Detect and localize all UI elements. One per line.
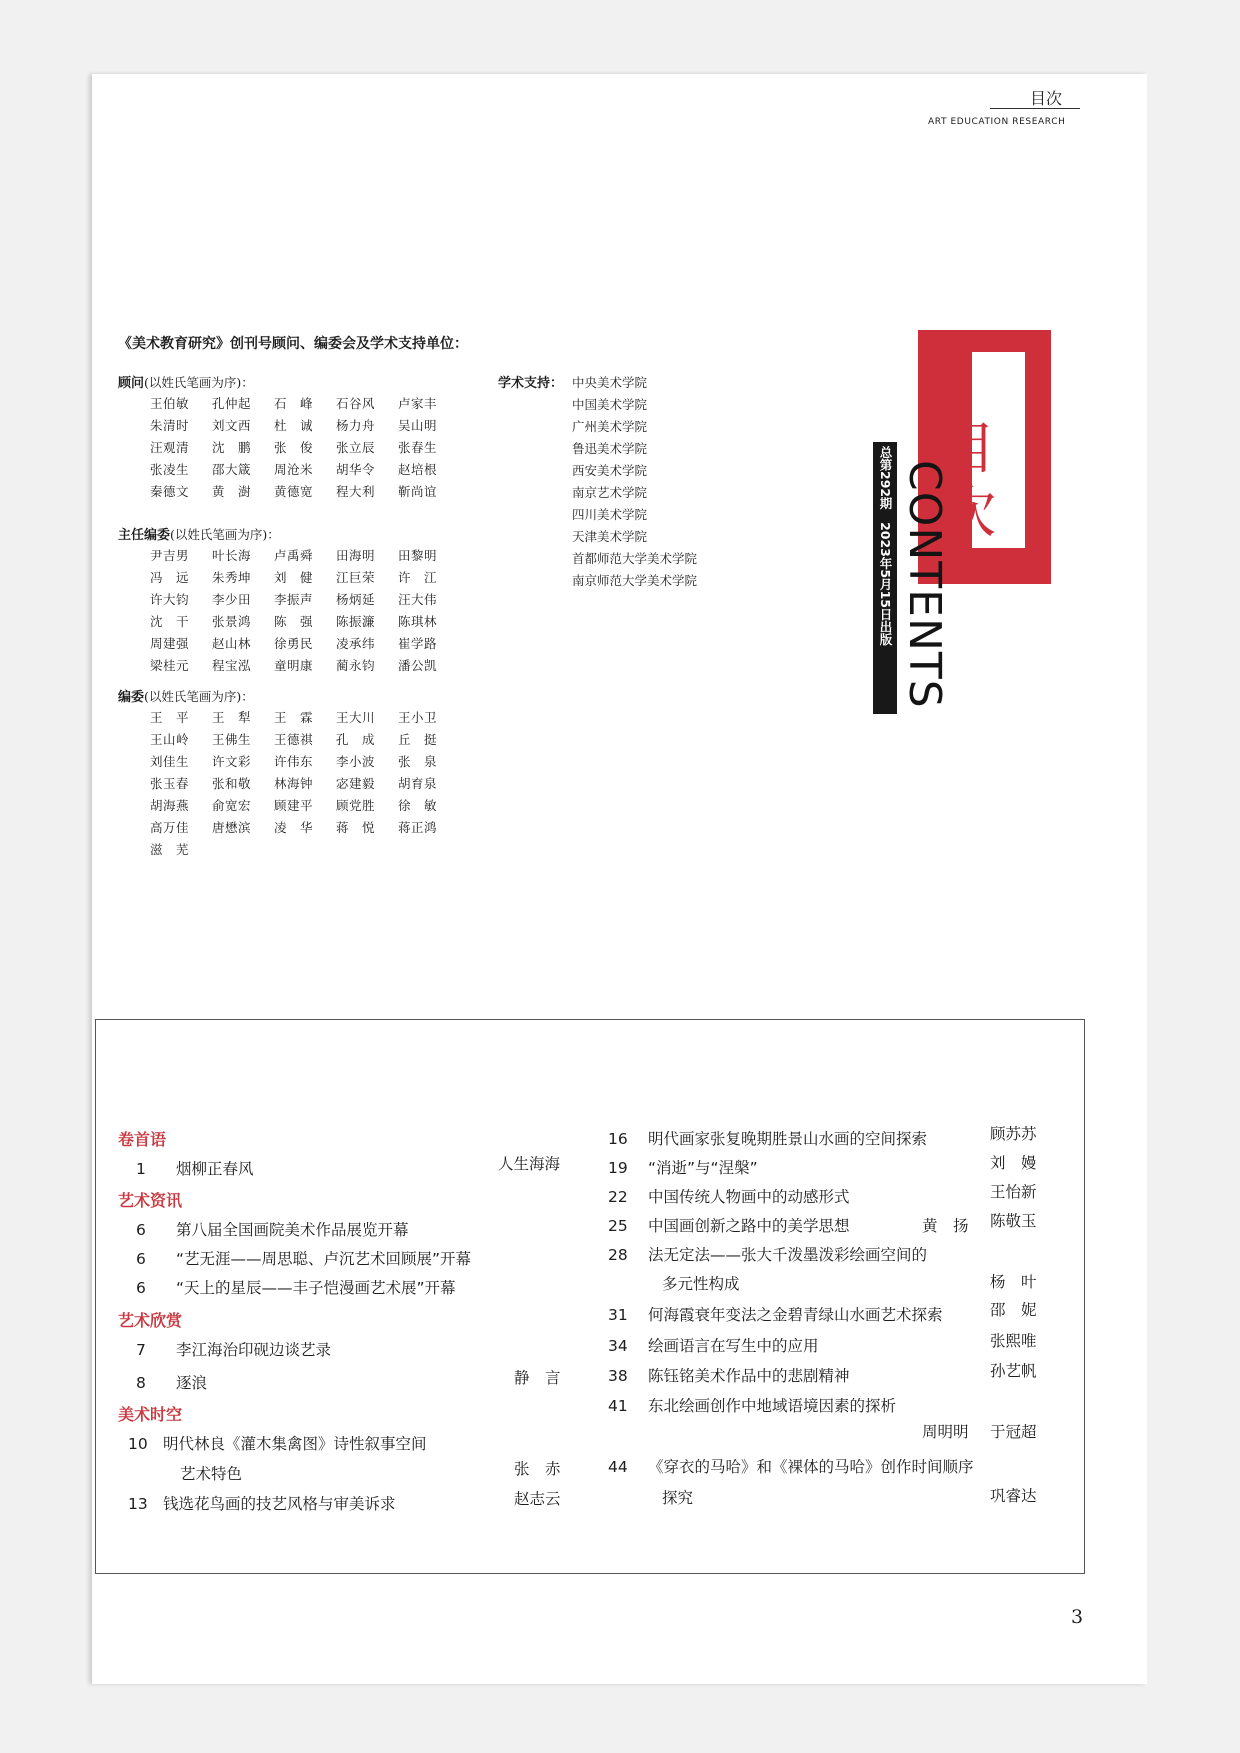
member-name: 张 俊 <box>274 440 314 455</box>
member-name: 田海明 <box>336 548 376 563</box>
member-name: 王 犁 <box>212 710 252 725</box>
toc-author: 陈敬玉 <box>990 1212 1037 1230</box>
toc-author: 于冠超 <box>990 1423 1037 1441</box>
member-name: 秦德文 <box>150 484 190 499</box>
member-name: 田黎明 <box>398 548 438 563</box>
toc-entry[interactable]: 22 中国传统人物画中的动感形式 <box>608 1188 850 1206</box>
member-name: 高万佳 <box>150 820 190 835</box>
support-institution: 西安美术学院 <box>572 463 648 478</box>
member-name: 刘佳生 <box>150 754 190 769</box>
member-name: 石谷风 <box>336 396 376 411</box>
toc-author: 顾苏苏 <box>990 1125 1037 1143</box>
toc-entry[interactable]: 19 “消逝”与“涅槃” <box>608 1159 758 1177</box>
member-name: 顾建平 <box>274 798 314 813</box>
section-juanshouyu: 卷首语 <box>118 1130 167 1149</box>
member-name: 周建强 <box>150 636 190 651</box>
member-name: 赵培根 <box>398 462 438 477</box>
support-institution: 鲁迅美术学院 <box>572 441 648 456</box>
toc-author: 刘 嫚 <box>990 1154 1037 1172</box>
member-name: 张玉春 <box>150 776 190 791</box>
member-name: 尹吉男 <box>150 548 190 563</box>
member-name: 梁桂元 <box>150 658 190 673</box>
section-yishuzixun: 艺术资讯 <box>118 1191 183 1210</box>
member-name: 唐懋滨 <box>212 820 252 835</box>
member-name: 俞宽宏 <box>212 798 252 813</box>
support-institution: 中国美术学院 <box>572 397 648 412</box>
toc-entry[interactable]: 28 法无定法——张大千泼墨泼彩绘画空间的 <box>608 1246 928 1264</box>
member-name: 王伯敏 <box>150 396 190 411</box>
toc-author: 张 赤 <box>514 1460 561 1478</box>
member-name: 汪观清 <box>150 440 190 455</box>
member-name: 胡海燕 <box>150 798 190 813</box>
member-name: 张凌生 <box>150 462 190 477</box>
member-name: 王 霖 <box>274 710 314 725</box>
chief-editors-list <box>150 546 460 675</box>
member-name: 徐勇民 <box>274 636 314 651</box>
toc-author: 杨 叶 <box>990 1273 1037 1291</box>
member-name: 杜 诚 <box>274 418 314 433</box>
member-name: 张和敬 <box>212 776 252 791</box>
member-name: 许大钧 <box>150 592 190 607</box>
toc-entry[interactable]: 8 逐浪 <box>136 1374 208 1392</box>
page-number: 3 <box>1071 1606 1084 1628</box>
contents-title-cn: 目次 <box>940 417 996 546</box>
member-name: 孔 成 <box>336 732 376 747</box>
member-name: 邵大箴 <box>212 462 252 477</box>
contents-title-en: CONTENTS <box>899 460 950 709</box>
support-institution: 南京艺术学院 <box>572 485 648 500</box>
toc-entry[interactable]: 1 烟柳正春风 <box>136 1160 254 1178</box>
member-name: 顾党胜 <box>336 798 376 813</box>
member-name: 崔学路 <box>398 636 438 651</box>
toc-author: 人生海海 <box>498 1155 561 1173</box>
member-name: 张春生 <box>398 440 438 455</box>
member-name: 杨炳延 <box>336 592 376 607</box>
advisors-list <box>150 394 460 501</box>
member-name: 冯 远 <box>150 570 190 585</box>
member-name: 宓建毅 <box>336 776 376 791</box>
member-name: 沈 干 <box>150 614 190 629</box>
toc-author: 巩睿达 <box>990 1487 1037 1505</box>
toc-entry-cont[interactable]: 探究 <box>662 1489 694 1507</box>
member-name: 王山岭 <box>150 732 190 747</box>
editorial-title: 《美术教育研究》创刊号顾问、编委会及学术支持单位： <box>118 336 468 352</box>
academic-support-list <box>572 372 697 592</box>
support-institution: 四川美术学院 <box>572 507 648 522</box>
toc-entry[interactable]: 7 李江海治印砚边谈艺录 <box>136 1341 332 1359</box>
editors-list <box>150 708 460 859</box>
toc-entry[interactable]: 6 “艺无涯——周思聪、卢沉艺术回顾展”开幕 <box>136 1250 472 1268</box>
toc-author: 王怡新 <box>990 1183 1037 1201</box>
member-name: 王 平 <box>150 710 190 725</box>
member-name: 凌承纬 <box>336 636 376 651</box>
toc-entry[interactable]: 6 第八届全国画院美术作品展览开幕 <box>136 1221 409 1239</box>
chief-editors-heading: 主任编委(以姓氏笔画为序)： <box>118 527 280 543</box>
support-institution: 首都师范大学美术学院 <box>572 551 698 566</box>
support-institution: 南京师范大学美术学院 <box>572 573 698 588</box>
member-name: 汪大伟 <box>398 592 438 607</box>
member-name: 朱清时 <box>150 418 190 433</box>
member-name: 丘 挺 <box>398 732 438 747</box>
member-name: 刘 健 <box>274 570 314 585</box>
member-name: 江巨荣 <box>336 570 376 585</box>
toc-entry[interactable]: 6 “天上的星辰——丰子恺漫画艺术展”开幕 <box>136 1279 456 1297</box>
member-name: 陈琪林 <box>398 614 438 629</box>
member-name: 蒋正鸿 <box>398 820 438 835</box>
toc-coauthor: 周明明 <box>922 1423 969 1441</box>
header-rule <box>990 108 1080 109</box>
toc-author: 孙艺帆 <box>990 1362 1037 1380</box>
academic-support-label: 学术支持： <box>498 376 564 391</box>
member-name: 胡华令 <box>336 462 376 477</box>
editors-heading: 编委(以姓氏笔画为序)： <box>118 689 254 705</box>
toc-author: 赵志云 <box>514 1490 561 1508</box>
member-name: 刘文西 <box>212 418 252 433</box>
member-name: 王小卫 <box>398 710 438 725</box>
advisors-heading: 顾问(以姓氏笔画为序)： <box>118 375 254 391</box>
member-name: 黄德宽 <box>274 484 314 499</box>
section-meishushikong: 美术时空 <box>118 1405 183 1424</box>
member-name: 周沧米 <box>274 462 314 477</box>
member-name: 蔺永钧 <box>336 658 376 673</box>
member-name: 李振声 <box>274 592 314 607</box>
support-institution: 天津美术学院 <box>572 529 648 544</box>
member-name: 李少田 <box>212 592 252 607</box>
member-name: 张 泉 <box>398 754 438 769</box>
member-name: 卢家丰 <box>398 396 438 411</box>
issue-info: 总第292期 2023年5月15日出版 <box>878 446 893 646</box>
member-name: 林海钟 <box>274 776 314 791</box>
member-name: 吴山明 <box>398 418 438 433</box>
member-name: 赵山林 <box>212 636 252 651</box>
member-name: 王佛生 <box>212 732 252 747</box>
toc-entry[interactable]: 13 钱选花鸟画的技艺风格与审美诉求 <box>128 1495 396 1513</box>
toc-entry[interactable]: 31 何海霞衰年变法之金碧青绿山水画艺术探索 <box>608 1306 943 1324</box>
toc-entry[interactable]: 44 《穿衣的马哈》和《裸体的马哈》创作时间顺序 <box>608 1458 974 1476</box>
member-name: 黄 澍 <box>212 484 252 499</box>
toc-entry[interactable]: 16 明代画家张复晚期胜景山水画的空间探索 <box>608 1130 928 1148</box>
member-name: 蒋 悦 <box>336 820 376 835</box>
running-head-title: 目次 <box>1030 89 1063 108</box>
toc-author: 张熙唯 <box>990 1332 1037 1350</box>
member-name: 程大利 <box>336 484 376 499</box>
member-name: 张景鸿 <box>212 614 252 629</box>
toc-entry[interactable]: 34 绘画语言在写生中的应用 <box>608 1337 819 1355</box>
member-name: 靳尚谊 <box>398 484 438 499</box>
toc-author: 邵 妮 <box>990 1301 1037 1319</box>
member-name: 杨力舟 <box>336 418 376 433</box>
member-name: 许文彩 <box>212 754 252 769</box>
member-name: 石 峰 <box>274 396 314 411</box>
member-name: 李小波 <box>336 754 376 769</box>
member-name: 陈振濂 <box>336 614 376 629</box>
member-name: 叶长海 <box>212 548 252 563</box>
member-name: 孔仲起 <box>212 396 252 411</box>
member-name: 程宝泓 <box>212 658 252 673</box>
running-head-subtitle: ART EDUCATION RESEARCH <box>928 117 1066 127</box>
toc-entry[interactable]: 25 中国画创新之路中的美学思想 <box>608 1217 850 1235</box>
toc-entry[interactable]: 10 明代林良《灌木集禽图》诗性叙事空间 <box>128 1435 427 1453</box>
support-institution: 中央美术学院 <box>572 375 648 390</box>
member-name: 潘公凯 <box>398 658 438 673</box>
member-name: 许 江 <box>398 570 438 585</box>
member-name: 徐 敏 <box>398 798 438 813</box>
member-name: 王大川 <box>336 710 376 725</box>
member-name: 童明康 <box>274 658 314 673</box>
member-name: 朱秀坤 <box>212 570 252 585</box>
member-name: 胡育泉 <box>398 776 438 791</box>
member-name: 滋 芜 <box>150 842 190 857</box>
support-institution: 广州美术学院 <box>572 419 648 434</box>
toc-entry-cont[interactable]: 艺术特色 <box>180 1465 243 1483</box>
member-name: 沈 鹏 <box>212 440 252 455</box>
member-name: 陈 强 <box>274 614 314 629</box>
member-name: 张立辰 <box>336 440 376 455</box>
toc-entry-cont[interactable]: 多元性构成 <box>662 1275 740 1293</box>
toc-entry[interactable]: 41 东北绘画创作中地域语境因素的探析 <box>608 1397 897 1415</box>
toc-entry[interactable]: 38 陈钰铭美术作品中的悲剧精神 <box>608 1367 850 1385</box>
member-name: 卢禹舜 <box>274 548 314 563</box>
toc-coauthor: 黄 扬 <box>922 1217 969 1235</box>
member-name: 王德祺 <box>274 732 314 747</box>
toc-author: 静 言 <box>514 1369 561 1387</box>
member-name: 许伟东 <box>274 754 314 769</box>
section-yishuxinshang: 艺术欣赏 <box>118 1311 183 1330</box>
member-name: 凌 华 <box>274 820 314 835</box>
